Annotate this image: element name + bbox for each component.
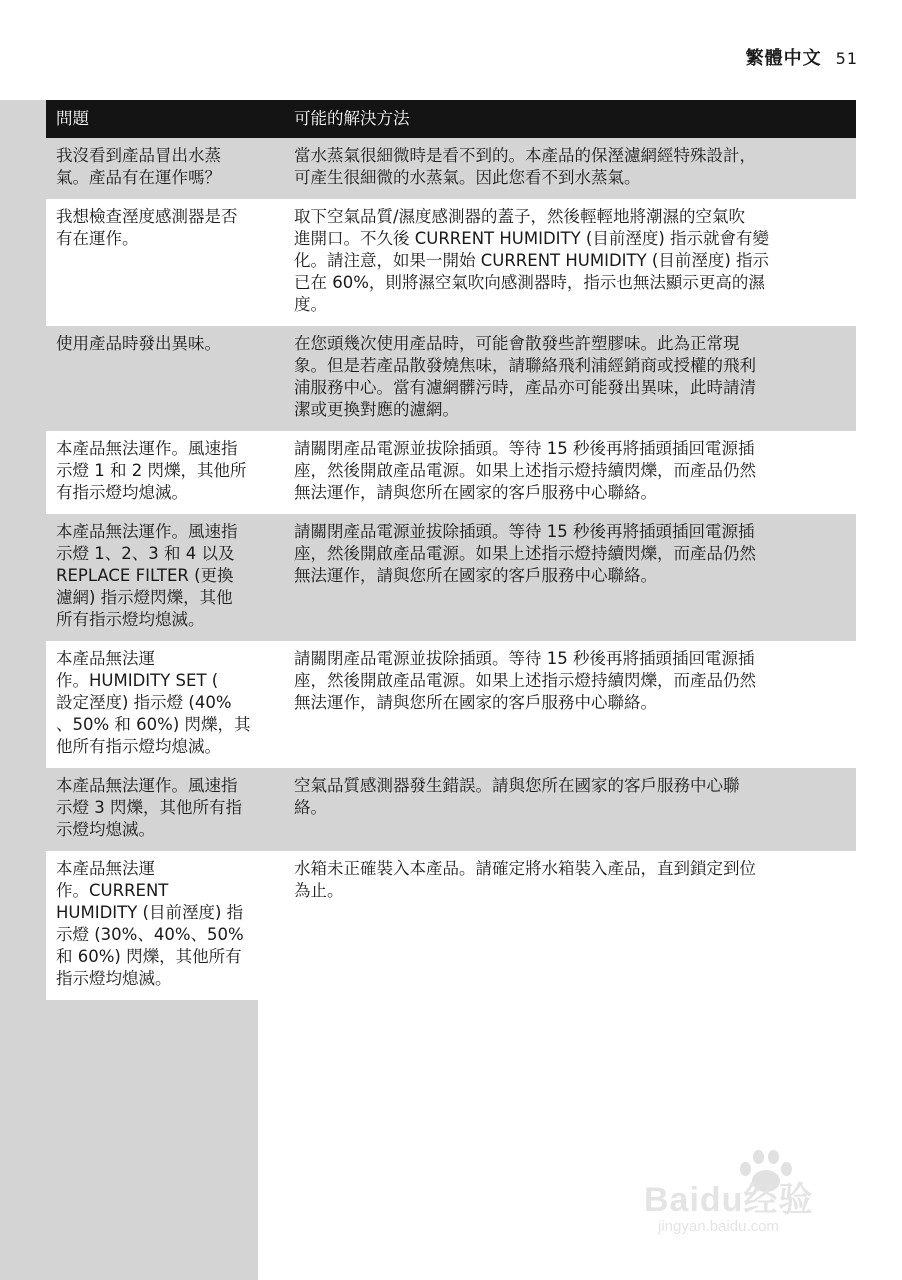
header-problem: 問題 — [46, 100, 284, 138]
solution-cell: 請關閉產品電源並拔除插頭。等待 15 秒後再將插頭插回電源插 座，然後開啟產品電源。如果上述指示燈持續閃爍，而產品仍然 無法運作，請與您所在國家的客戶服務中心聯絡。 — [284, 641, 856, 768]
solution-cell: 水箱未正確裝入本產品。請確定將水箱裝入產品，直到鎖定到位 為止。 — [284, 851, 856, 1000]
problem-cell: 本產品無法運 作。HUMIDITY SET ( 設定溼度) 指示燈 (40% 、50% 和 60%) 閃爍，其 他所有指示燈均熄滅。 — [46, 641, 284, 768]
problem-cell: 本產品無法運作。風速指 示燈 1 和 2 閃爍，其他所 有指示燈均熄滅。 — [46, 431, 284, 514]
solution-cell: 請關閉產品電源並拔除插頭。等待 15 秒後再將插頭插回電源插 座，然後開啟產品電源。如果上述指示燈持續閃爍，而產品仍然 無法運作，請與您所在國家的客戶服務中心聯絡。 — [284, 431, 856, 514]
problem-cell: 使用產品時發出異味。 — [46, 326, 284, 431]
table-row — [46, 138, 856, 199]
table-row — [46, 514, 856, 641]
table-row — [46, 851, 856, 1000]
baidu-watermark — [644, 1148, 844, 1244]
table-row — [46, 641, 856, 768]
header-solution: 可能的解決方法 — [284, 100, 856, 138]
table-row — [46, 199, 856, 326]
solution-cell: 請關閉產品電源並拔除插頭。等待 15 秒後再將插頭插回電源插 座，然後開啟產品電源。如果上述指示燈持續閃爍，而產品仍然 無法運作，請與您所在國家的客戶服務中心聯絡。 — [284, 514, 856, 641]
solution-cell: 取下空氣品質/濕度感測器的蓋子，然後輕輕地將潮濕的空氣吹 進開口。不久後 CURRENT HUMIDITY (目前溼度) 指示就會有變 化。請注意，如果一開始 CURRENT HUMIDITY (目前溼度) 指示 已在 60%，則將濕空氣吹向感測器時，指示也無法顯示更高的濕 度。 — [284, 199, 856, 326]
watermark-url: jingyan.baidu.com — [658, 1218, 779, 1235]
troubleshooting-table — [46, 100, 856, 1000]
language-label: 繁體中文 — [745, 48, 822, 69]
problem-cell: 我想檢查溼度感測器是否 有在運作。 — [46, 199, 284, 326]
table-header-row — [46, 100, 856, 138]
table-row — [46, 768, 856, 851]
problem-cell: 本產品無法運作。風速指 示燈 1、2、3 和 4 以及 REPLACE FILTER (更換 濾網) 指示燈閃爍，其他 所有指示燈均熄滅。 — [46, 514, 284, 641]
table-row — [46, 326, 856, 431]
watermark-brand: Baidu经验 — [644, 1181, 814, 1219]
problem-cell: 我沒看到產品冒出水蒸 氣。產品有在運作嗎？ — [46, 138, 284, 199]
table-row — [46, 431, 856, 514]
page-number: 51 — [835, 49, 858, 68]
page-header — [746, 44, 858, 70]
problem-cell: 本產品無法運作。風速指 示燈 3 閃爍，其他所有指 示燈均熄滅。 — [46, 768, 284, 851]
problem-cell: 本產品無法運 作。CURRENT HUMIDITY (目前溼度) 指 示燈 (30%、40%、50% 和 60%) 閃爍，其他所有 指示燈均熄滅。 — [46, 851, 284, 1000]
solution-cell: 當水蒸氣很細微時是看不到的。本產品的保溼濾網經特殊設計， 可產生很細微的水蒸氣。因此您看不到水蒸氣。 — [284, 138, 856, 199]
solution-cell: 空氣品質感測器發生錯誤。請與您所在國家的客戶服務中心聯 絡。 — [284, 768, 856, 851]
solution-cell: 在您頭幾次使用產品時，可能會散發些許塑膠味。此為正常現 象。但是若產品散發燒焦味，請聯絡飛利浦經銷商或授權的飛利 浦服務中心。當有濾網髒污時，產品亦可能發出異味，此時請清 潔或更換對應的濾網。 — [284, 326, 856, 431]
